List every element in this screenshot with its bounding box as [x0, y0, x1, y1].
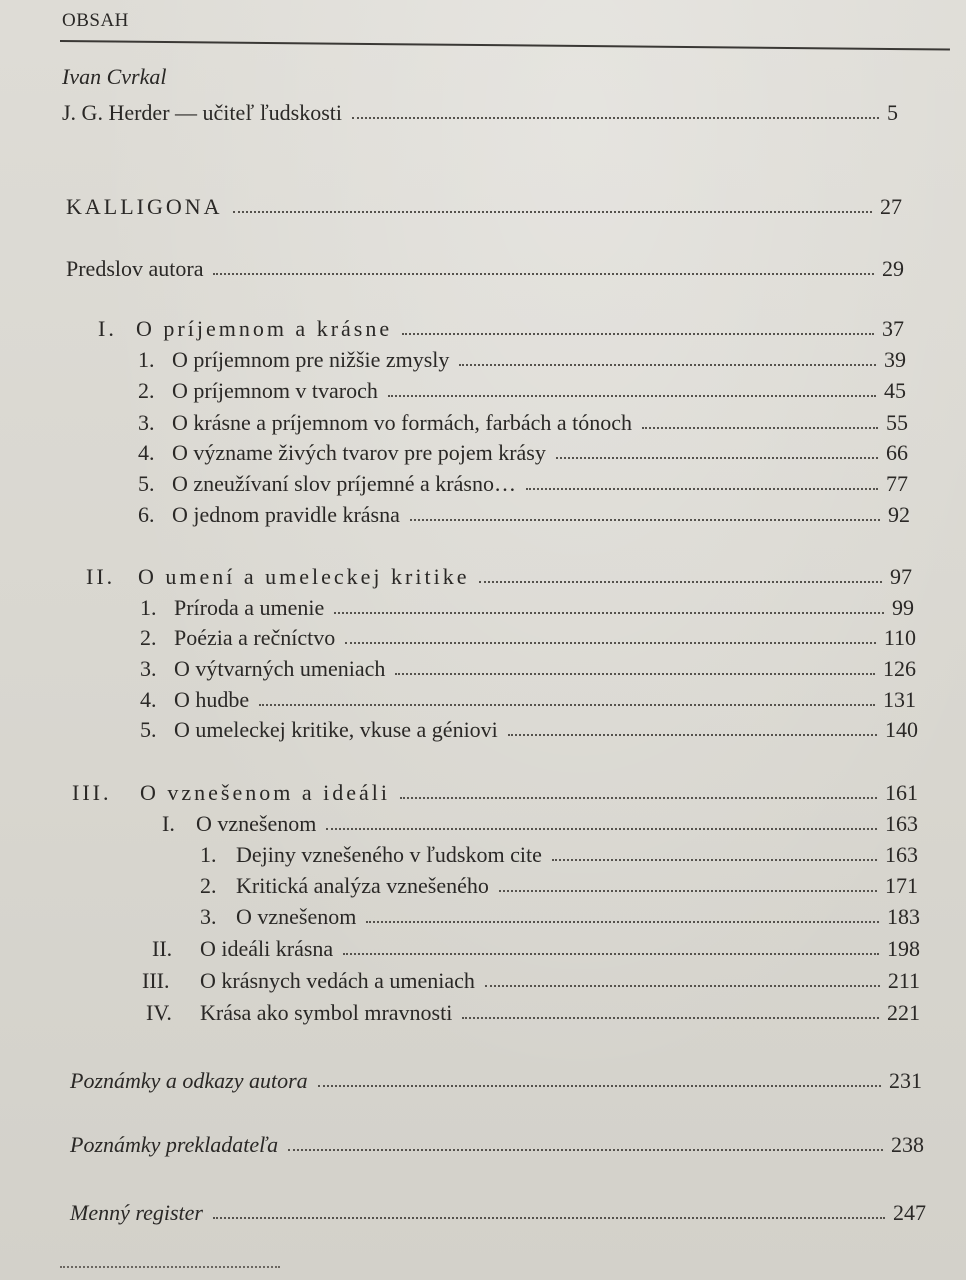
- toc-entry: [200, 865, 918, 899]
- toc-entry: [66, 248, 904, 282]
- toc-title: O krásnych vedách a umeniach: [200, 968, 475, 993]
- toc-title: O hudbe: [174, 687, 250, 712]
- toc-title: O krásne a príjemnom vo formách, farbách a tónoch: [172, 410, 632, 435]
- toc-page-number: 55: [886, 410, 908, 435]
- dot-leader: [552, 859, 877, 861]
- toc-entry: [162, 803, 918, 837]
- dot-leader: [526, 488, 878, 490]
- dot-leader: [402, 333, 874, 335]
- dot-leader: [499, 890, 877, 892]
- dot-leader: [259, 704, 875, 706]
- toc-page-number: 5: [887, 100, 898, 125]
- toc-number: 3.: [140, 656, 157, 681]
- toc-entry: [140, 709, 918, 743]
- dot-leader: [485, 985, 880, 987]
- toc-entry: [140, 648, 916, 682]
- toc-page-number: 45: [884, 378, 906, 403]
- toc-page-number: 126: [883, 656, 916, 681]
- toc-title: Dejiny vznešeného v ľudskom cite: [236, 842, 542, 867]
- toc-title: O výtvarných umeniach: [174, 656, 386, 681]
- toc-number: 3.: [200, 904, 217, 929]
- toc-title: Krása ako symbol mravnosti: [200, 1000, 453, 1025]
- running-header: OBSAH: [62, 10, 129, 31]
- toc-entry: [72, 772, 918, 806]
- toc-page-number: 97: [890, 564, 912, 589]
- toc-page-number: 247: [893, 1200, 926, 1225]
- toc-number: IV.: [146, 1000, 172, 1025]
- toc-title: O príjemnom pre nižšie zmysly: [172, 347, 450, 372]
- toc-title: J. G. Herder — učiteľ ľudskosti: [62, 100, 342, 125]
- toc-title: Poznámky a odkazy autora: [70, 1068, 308, 1093]
- toc-entry: [86, 556, 912, 590]
- toc-title: O umení a umeleckej kritike: [138, 564, 470, 589]
- dot-leader: [556, 457, 878, 459]
- toc-title: Poézia a rečníctvo: [174, 625, 336, 650]
- toc-title: O príjemnom a krásne: [136, 316, 393, 341]
- toc-page-number: 92: [888, 502, 910, 527]
- dot-leader: [213, 1217, 885, 1219]
- dot-leader: [343, 953, 879, 955]
- toc-title: O príjemnom v tvaroch: [172, 378, 378, 403]
- dot-leader: [213, 273, 874, 275]
- dot-leader: [233, 211, 872, 213]
- toc-title: Kritická analýza vznešeného: [236, 873, 489, 898]
- dot-leader: [326, 828, 877, 830]
- toc-page-number: 131: [883, 687, 916, 712]
- toc-page-number: 29: [882, 256, 904, 281]
- toc-title: O zneužívaní slov príjemné a krásno…: [172, 471, 516, 496]
- toc-number: 5.: [140, 717, 157, 742]
- toc-entry: [200, 834, 918, 868]
- toc-title: O vznešenom: [196, 811, 317, 836]
- toc-title: O vznešenom a ideáli: [140, 780, 390, 805]
- toc-page-number: 37: [882, 316, 904, 341]
- toc-page-number: 221: [887, 1000, 920, 1025]
- toc-page-number: 110: [883, 625, 916, 650]
- toc-number: I.: [98, 316, 117, 341]
- toc-page-number: 163: [885, 811, 918, 836]
- toc-entry: [138, 432, 908, 466]
- toc-page-number: 238: [891, 1132, 924, 1157]
- toc-number: 1.: [200, 842, 217, 867]
- page-edge-mark: [60, 1266, 280, 1274]
- toc-title: O umeleckej kritike, vkuse a géniovi: [174, 717, 498, 742]
- toc-title: O vznešenom: [236, 904, 357, 929]
- toc-entry: [142, 960, 920, 994]
- toc-number: I.: [162, 811, 175, 836]
- toc-page-number: 163: [885, 842, 918, 867]
- toc-title: O význame živých tvarov pre pojem krásy: [172, 440, 546, 465]
- toc-page-number: 161: [885, 780, 918, 805]
- toc-entry: [66, 186, 902, 220]
- toc-page-number: 66: [886, 440, 908, 465]
- dot-leader: [388, 395, 876, 397]
- toc-entry: [138, 339, 906, 373]
- toc-entry: [140, 617, 916, 651]
- toc-entry: [138, 463, 908, 497]
- dot-leader: [395, 673, 875, 675]
- toc-number: 4.: [140, 687, 157, 712]
- intro-author: Ivan Cvrkal: [62, 64, 167, 89]
- dot-leader: [352, 117, 879, 119]
- header-rule: [60, 40, 950, 51]
- toc-entry: [146, 992, 920, 1026]
- toc-number: III.: [142, 968, 170, 993]
- toc-number: II.: [152, 936, 173, 961]
- toc-entry: [70, 1124, 924, 1158]
- toc-number: 6.: [138, 502, 155, 527]
- toc-page-number: 27: [880, 194, 902, 219]
- toc-number: 2.: [200, 873, 217, 898]
- toc-entry: [152, 928, 920, 962]
- toc-entry: [140, 679, 916, 713]
- toc-page-number: 39: [884, 347, 906, 372]
- toc-number: III.: [72, 780, 112, 805]
- toc-entry: [98, 308, 904, 342]
- dot-leader: [462, 1017, 879, 1019]
- toc-title: Menný register: [70, 1200, 203, 1225]
- toc-title: KALLIGONA: [66, 194, 223, 219]
- toc-number: 1.: [138, 347, 155, 372]
- dot-leader: [410, 519, 880, 521]
- dot-leader: [345, 642, 876, 644]
- toc-title: O jednom pravidle krásna: [172, 502, 400, 527]
- toc-number: 2.: [140, 625, 157, 650]
- toc-number: 3.: [138, 410, 155, 435]
- toc-entry: [138, 370, 906, 404]
- toc-page-number: 171: [885, 873, 918, 898]
- dot-leader: [318, 1085, 881, 1087]
- dot-leader: [508, 734, 877, 736]
- toc-entry: [138, 494, 910, 528]
- toc-page-number: 183: [887, 904, 920, 929]
- toc-entry: [140, 587, 914, 621]
- toc-page-number: 77: [886, 471, 908, 496]
- toc-entry: [200, 896, 920, 930]
- dot-leader: [479, 581, 882, 583]
- toc-number: 5.: [138, 471, 155, 496]
- toc-number: 4.: [138, 440, 155, 465]
- toc-number: II.: [86, 564, 116, 589]
- toc-title: O ideáli krásna: [200, 936, 334, 961]
- toc-page-number: 231: [889, 1068, 922, 1093]
- dot-leader: [459, 364, 876, 366]
- toc-entry-intro: [62, 92, 898, 126]
- toc-number: 2.: [138, 378, 155, 403]
- toc-entry: [70, 1192, 926, 1226]
- dot-leader: [288, 1149, 883, 1151]
- toc-entry: [138, 402, 908, 436]
- toc-page-number: 198: [887, 936, 920, 961]
- toc-title: Poznámky prekladateľa: [70, 1132, 279, 1157]
- toc-page-number: 211: [887, 968, 920, 993]
- toc-page-number: 140: [885, 717, 918, 742]
- toc-entry: [70, 1060, 922, 1094]
- toc-page-number: 99: [892, 595, 914, 620]
- toc-title: Príroda a umenie: [174, 595, 325, 620]
- dot-leader: [642, 427, 878, 429]
- toc-title: Predslov autora: [66, 256, 204, 281]
- toc-number: 1.: [140, 595, 157, 620]
- dot-leader: [400, 797, 877, 799]
- dot-leader: [334, 612, 884, 614]
- dot-leader: [366, 921, 879, 923]
